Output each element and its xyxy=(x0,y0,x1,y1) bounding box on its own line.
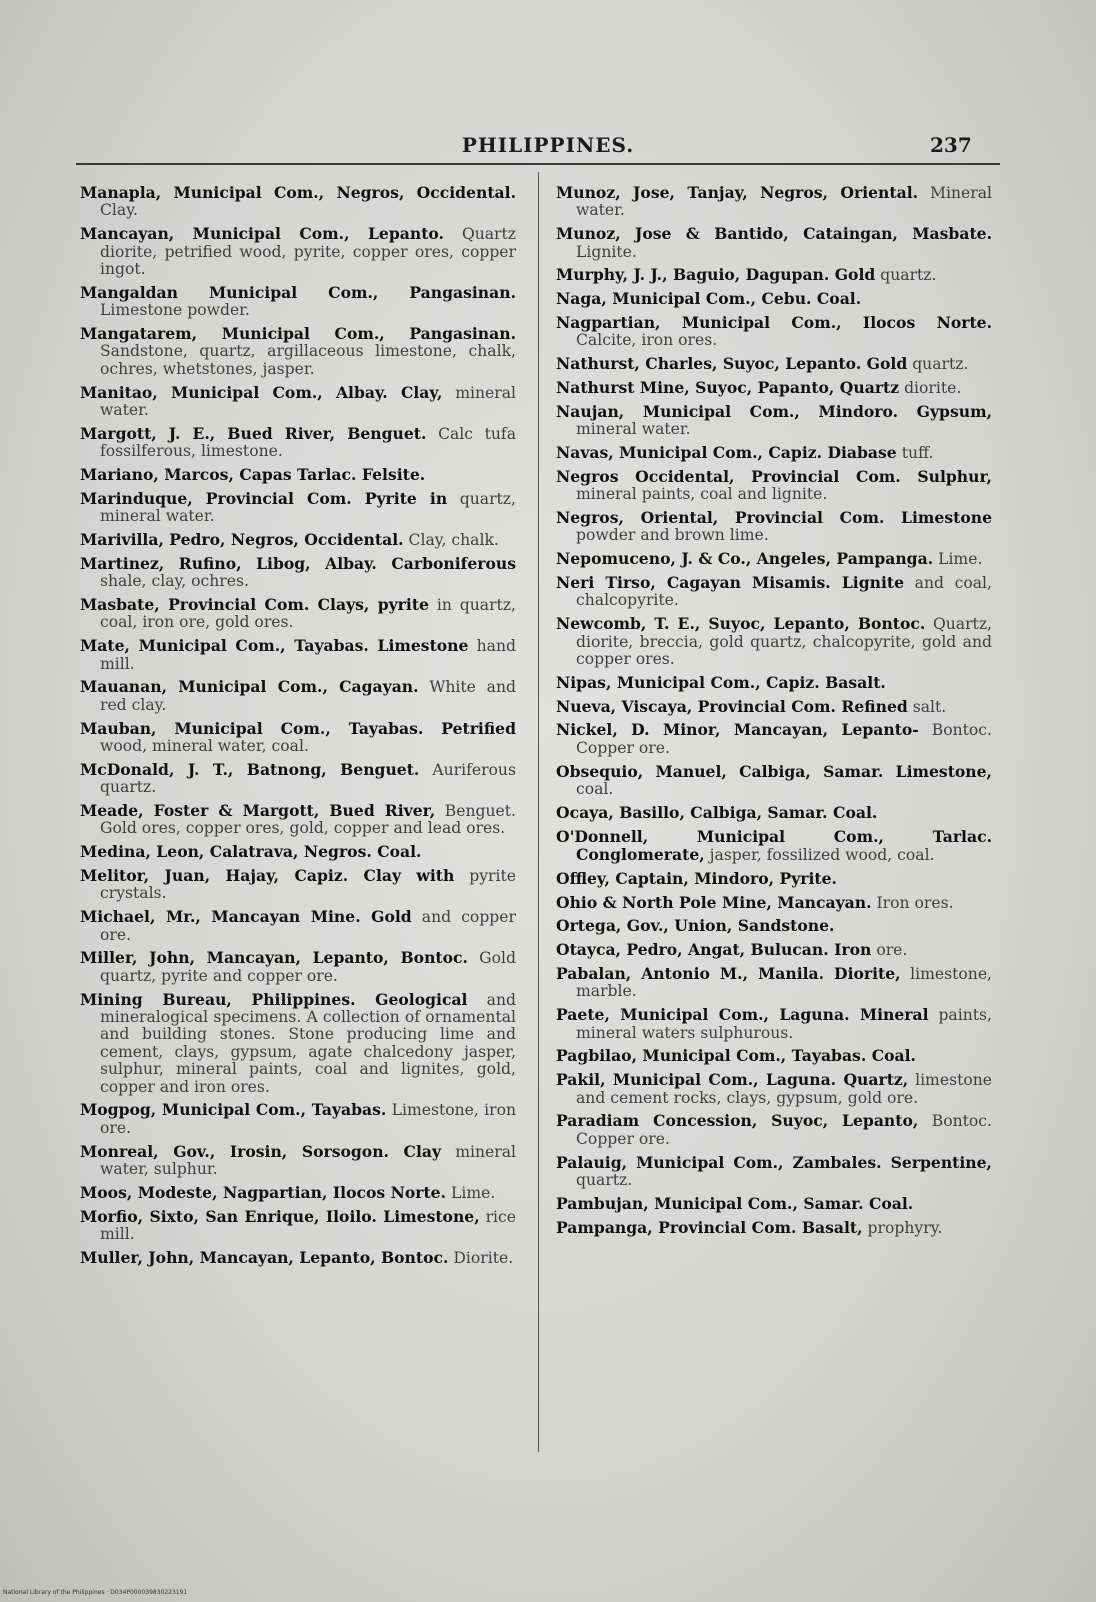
entry-description: wood, mineral water, coal. xyxy=(100,737,309,756)
directory-entry xyxy=(80,596,516,632)
header-rule xyxy=(76,163,1000,165)
directory-entry xyxy=(80,1208,516,1244)
directory-entry xyxy=(80,225,516,278)
entry-name: Palauig, Municipal Com., Zambales. Serpentine, xyxy=(556,1152,992,1172)
directory-entry xyxy=(556,1071,992,1107)
entry-description: Calcite, iron ores. xyxy=(576,331,718,350)
directory-entry xyxy=(556,965,992,1001)
entry-name: Nagpartian, Municipal Com., Ilocos Norte. xyxy=(556,313,992,332)
entry-description: Lignite. xyxy=(576,242,637,261)
entry-description: and copper ore. xyxy=(100,908,516,944)
directory-entry xyxy=(80,425,516,461)
entry-description: Bontoc. Copper ore. xyxy=(576,1112,992,1148)
directory-entry xyxy=(556,917,992,935)
entry-description: Limestone powder. xyxy=(100,301,250,320)
entry-description: mineral paints, coal and lignite. xyxy=(576,485,828,504)
directory-entry xyxy=(80,761,516,797)
entry-description: limestone and cement rocks, clays, gypsum, gold ore. xyxy=(576,1071,992,1107)
directory-entry xyxy=(80,184,516,220)
entry-description: salt. xyxy=(912,697,947,716)
entry-name: Munoz, Jose, Tanjay, Negros, Oriental. xyxy=(556,183,919,202)
directory-entry xyxy=(80,908,516,944)
directory-entry xyxy=(80,531,516,549)
entry-name: O'Donnell, Municipal Com., Tarlac. Conglomerate, xyxy=(556,826,992,865)
entry-name: Melitor, Juan, Hajay, Capiz. Clay with xyxy=(80,866,455,886)
entry-name: Marinduque, Provincial Com. Pyrite in xyxy=(80,488,448,508)
right-column xyxy=(556,184,992,1242)
entry-description: Auriferous quartz. xyxy=(100,760,516,797)
entry-name: Navas, Municipal Com., Capiz. Diabase xyxy=(556,443,897,462)
directory-entry xyxy=(556,314,992,350)
entry-name: Naga, Municipal Com., Cebu. Coal. xyxy=(556,289,862,309)
entry-description: in quartz, coal, iron ore, gold ores. xyxy=(100,596,516,632)
digitization-credit: National Library of the Philippines · D034P000039830223191 xyxy=(3,1589,188,1596)
entry-description: shale, clay, ochres. xyxy=(100,572,249,591)
entry-name: Nathurst Mine, Suyoc, Papanto, Quartz xyxy=(556,378,900,397)
directory-entry xyxy=(556,763,992,799)
directory-entry xyxy=(556,804,992,822)
directory-entry xyxy=(80,1249,516,1267)
directory-entry xyxy=(556,1006,992,1042)
entry-description: quartz. xyxy=(576,1171,633,1190)
entry-description: hand mill. xyxy=(100,637,516,673)
column-divider xyxy=(538,172,539,1452)
directory-entry xyxy=(556,1219,992,1237)
entry-description: quartz. xyxy=(880,266,937,285)
directory-entry xyxy=(556,403,992,439)
entry-name: Ortega, Gov., Union, Sandstone. xyxy=(556,916,835,936)
entry-name: Munoz, Jose & Bantido, Cataingan, Masbate. xyxy=(556,224,992,244)
entry-description: prophyry. xyxy=(867,1218,943,1237)
entry-description: Clay. xyxy=(100,201,138,220)
entry-name: Otayca, Pedro, Angat, Bulucan. Iron xyxy=(556,940,872,960)
entry-name: Paete, Municipal Com., Laguna. Mineral xyxy=(556,1005,929,1025)
entry-description: mineral water. xyxy=(576,420,691,439)
directory-entry xyxy=(80,1184,516,1202)
entry-name: Negros, Oriental, Provincial Com. Limestone xyxy=(556,508,992,527)
entry-description: quartz. xyxy=(912,355,969,374)
directory-entry xyxy=(80,637,516,673)
entry-description: Quartz, diorite, breccia, gold quartz, chalcopyrite, gold and copper ores. xyxy=(576,615,992,669)
directory-entry xyxy=(80,867,516,903)
entry-name: Muller, John, Mancayan, Lepanto, Bontoc. xyxy=(80,1247,449,1267)
entry-description: Lime. xyxy=(450,1183,496,1202)
directory-entry xyxy=(80,466,516,484)
entry-description: paints, mineral waters sulphurous. xyxy=(576,1006,992,1042)
directory-entry xyxy=(80,720,516,756)
entry-name: Mauanan, Municipal Com., Cagayan. xyxy=(80,677,419,697)
entry-name: Mariano, Marcos, Capas Tarlac. Felsite. xyxy=(80,465,426,485)
running-head: PHILIPPINES. xyxy=(461,133,635,157)
entry-name: Morfio, Sixto, San Enrique, Iloilo. Limestone, xyxy=(80,1206,480,1226)
directory-entry xyxy=(556,1047,992,1065)
entry-name: Ohio & North Pole Mine, Mancayan. xyxy=(556,892,872,912)
entry-name: Murphy, J. J., Baguio, Dagupan. Gold xyxy=(556,265,876,285)
entry-name: Moos, Modeste, Nagpartian, Ilocos Norte. xyxy=(80,1182,447,1202)
entry-name: Manitao, Municipal Com., Albay. Clay, xyxy=(80,382,443,402)
entry-description: mineral water, sulphur. xyxy=(100,1142,516,1179)
entry-name: Paradiam Concession, Suyoc, Lepanto, xyxy=(556,1111,919,1131)
entry-name: Ocaya, Basillo, Calbiga, Samar. Coal. xyxy=(556,802,878,822)
entry-description: powder and brown lime. xyxy=(576,526,769,545)
directory-entry xyxy=(80,284,516,320)
entry-description: jasper, fossilized wood, coal. xyxy=(709,846,935,865)
directory-entry xyxy=(556,1112,992,1148)
entry-description: and coal, chalcopyrite. xyxy=(576,574,992,610)
directory-entry xyxy=(556,509,992,545)
entry-description: coal. xyxy=(576,780,614,799)
entry-description: Gold quartz, pyrite and copper ore. xyxy=(100,949,516,985)
directory-entry xyxy=(556,266,992,284)
entry-description: White and red clay. xyxy=(100,678,516,714)
directory-entry xyxy=(556,721,992,757)
directory-entry xyxy=(80,490,516,526)
entry-name: Offley, Captain, Mindoro, Pyrite. xyxy=(556,868,837,888)
left-column xyxy=(80,184,516,1273)
entry-description: Bontoc. Copper ore. xyxy=(576,721,992,757)
entry-description: quartz, mineral water. xyxy=(100,489,516,526)
entry-description: Lime. xyxy=(938,550,983,569)
entry-name: Monreal, Gov., Irosin, Sorsogon. Clay xyxy=(80,1141,442,1161)
directory-entry xyxy=(556,468,992,504)
entry-description: mineral water. xyxy=(100,383,516,420)
entry-name: Naujan, Municipal Com., Mindoro. Gypsum, xyxy=(556,401,992,421)
entry-name: Neri Tirso, Cagayan Misamis. Lignite xyxy=(556,573,905,592)
entry-name: Marivilla, Pedro, Negros, Occidental. xyxy=(80,530,404,550)
directory-entry xyxy=(556,615,992,668)
entry-description: Diorite. xyxy=(453,1248,514,1267)
entry-name: Masbate, Provincial Com. Clays, pyrite xyxy=(80,595,429,615)
entry-name: Meade, Foster & Margott, Bued River, xyxy=(80,801,436,821)
directory-entry xyxy=(80,384,516,420)
directory-entry xyxy=(80,1101,516,1137)
directory-entry xyxy=(80,1143,516,1179)
entry-description: limestone, marble. xyxy=(576,965,992,1001)
entry-name: Margott, J. E., Bued River, Benguet. xyxy=(80,423,427,443)
entry-name: McDonald, J. T., Batnong, Benguet. xyxy=(80,759,420,779)
directory-entry xyxy=(556,355,992,373)
entry-name: Mate, Municipal Com., Tayabas. Limestone xyxy=(80,636,469,656)
entry-description: ore. xyxy=(876,941,908,960)
entry-name: Martinez, Rufino, Libog, Albay. Carboniferous xyxy=(80,553,516,573)
entry-name: Michael, Mr., Mancayan Mine. Gold xyxy=(80,907,412,927)
directory-entry xyxy=(556,379,992,397)
entry-name: Negros Occidental, Provincial Com. Sulphur, xyxy=(556,466,992,486)
entry-description: Limestone, iron ore. xyxy=(100,1101,516,1137)
directory-entry xyxy=(80,802,516,838)
entry-description: Mineral water. xyxy=(576,184,992,220)
directory-entry xyxy=(556,1154,992,1190)
page-number: 237 xyxy=(930,133,972,157)
entry-name: Mangatarem, Municipal Com., Pangasinan. xyxy=(80,324,516,344)
directory-entry xyxy=(556,574,992,610)
entry-name: Mangaldan Municipal Com., Pangasinan. xyxy=(80,282,516,302)
directory-entry xyxy=(556,941,992,959)
entry-description: and mineralogical specimens. A collection of ornamental and building stones. Stone producing lime and cement, clays, gypsum, agate chalcedony jasper, sulphur, mineral paints, coal and lignites, gold, copper and iron ores. xyxy=(100,990,516,1096)
entry-description: rice mill. xyxy=(100,1207,516,1244)
entry-name: Manapla, Municipal Com., Negros, Occidental. xyxy=(80,183,516,202)
directory-entry xyxy=(556,444,992,462)
entry-name: Nepomuceno, J. & Co., Angeles, Pampanga. xyxy=(556,549,934,569)
directory-entry xyxy=(556,550,992,568)
entry-description: pyrite crystals. xyxy=(100,867,516,903)
directory-entry xyxy=(556,894,992,912)
directory-entry xyxy=(556,828,992,865)
entry-description: Calc tufa fossilferous, limestone. xyxy=(100,424,517,461)
entry-name: Nathurst, Charles, Suyoc, Lepanto. Gold xyxy=(556,354,908,374)
directory-entry xyxy=(556,698,992,716)
entry-name: Pakil, Municipal Com., Laguna. Quartz, xyxy=(556,1070,909,1090)
entry-description: Quartz diorite, petrified wood, pyrite, copper ores, copper ingot. xyxy=(100,225,516,279)
entry-name: Nueva, Viscaya, Provincial Com. Refined xyxy=(556,696,908,716)
directory-entry xyxy=(80,991,516,1096)
entry-description: Clay, chalk. xyxy=(408,531,499,550)
entry-name: Pambujan, Municipal Com., Samar. Coal. xyxy=(556,1193,914,1213)
directory-entry xyxy=(556,870,992,888)
entry-name: Mauban, Municipal Com., Tayabas. Petrified xyxy=(80,718,516,738)
directory-entry xyxy=(556,1195,992,1213)
directory-entry xyxy=(80,678,516,714)
entry-name: Miller, John, Mancayan, Lepanto, Bontoc. xyxy=(80,948,468,968)
directory-entry xyxy=(556,184,992,220)
directory-entry xyxy=(80,843,516,861)
entry-name: Pampanga, Provincial Com. Basalt, xyxy=(556,1217,863,1237)
entry-name: Pabalan, Antonio M., Manila. Diorite, xyxy=(556,964,901,983)
entry-name: Medina, Leon, Calatrava, Negros. Coal. xyxy=(80,842,422,862)
directory-entry xyxy=(80,325,516,378)
entry-description: Benguet. Gold ores, copper ores, gold, copper and lead ores. xyxy=(100,802,516,838)
directory-entry xyxy=(556,225,992,261)
directory-entry xyxy=(556,674,992,692)
directory-entry xyxy=(80,949,516,985)
entry-name: Mogpog, Municipal Com., Tayabas. xyxy=(80,1100,387,1120)
entry-name: Obsequio, Manuel, Calbiga, Samar. Limestone, xyxy=(556,761,992,781)
entry-name: Pagbilao, Municipal Com., Tayabas. Coal. xyxy=(556,1046,916,1066)
entry-name: Nipas, Municipal Com., Capiz. Basalt. xyxy=(556,672,886,692)
entry-name: Nickel, D. Minor, Mancayan, Lepanto- xyxy=(556,720,919,740)
entry-name: Mining Bureau, Philippines. Geological xyxy=(80,989,468,1009)
entry-description: Iron ores. xyxy=(876,893,954,912)
entry-name: Mancayan, Municipal Com., Lepanto. xyxy=(80,224,444,244)
entry-description: tuff. xyxy=(901,444,934,462)
directory-entry xyxy=(556,290,992,308)
directory-entry xyxy=(80,555,516,591)
entry-name: Newcomb, T. E., Suyoc, Lepanto, Bontoc. xyxy=(556,614,926,634)
entry-description: diorite. xyxy=(904,379,962,397)
entry-description: Sandstone, quartz, argillaceous limestone, chalk, ochres, whetstones, jasper. xyxy=(100,342,516,378)
